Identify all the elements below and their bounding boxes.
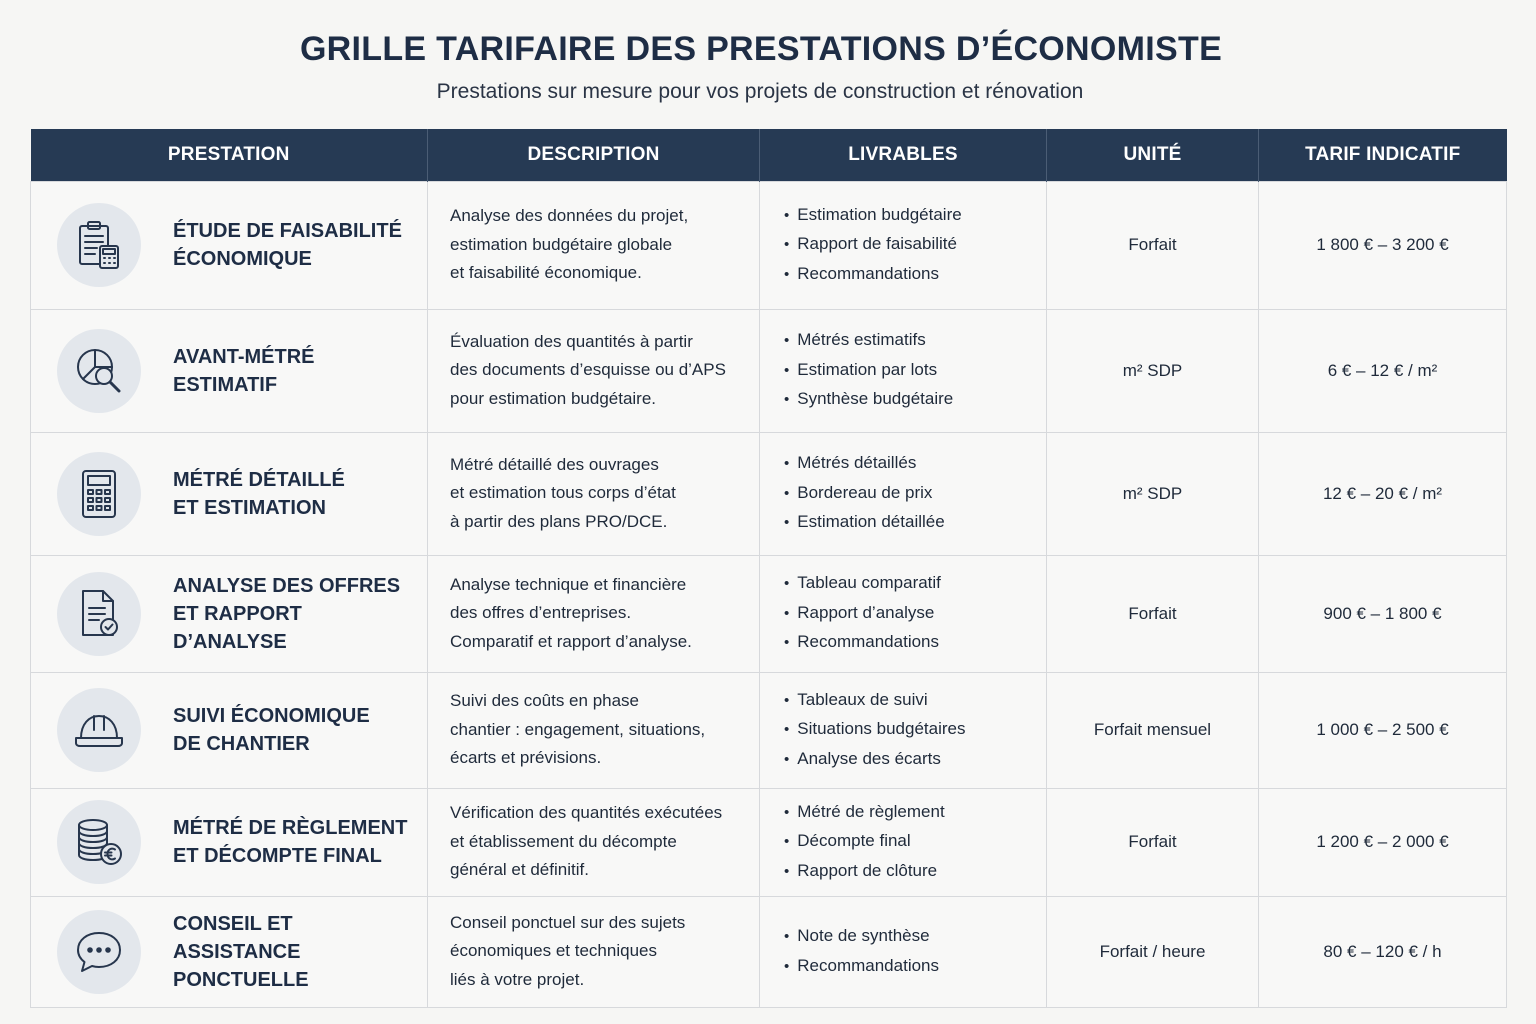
livrables-list [784, 922, 1046, 981]
document-check-icon [57, 572, 141, 656]
livrables-cell [760, 896, 1047, 1007]
table-row [31, 432, 1507, 555]
clipboard-calculator-icon [57, 203, 141, 287]
description-cell: Métré détaillé des ouvrages et estimation tous corps d’état à partir des plans PRO/DCE. [428, 432, 760, 555]
unite-cell: Forfait / heure [1047, 896, 1259, 1007]
table-row [31, 896, 1507, 1007]
livrables-cell [760, 309, 1047, 432]
description-cell: Évaluation des quantités à partir des documents d’esquisse ou d’APS pour estimation budgétaire. [428, 309, 760, 432]
prestation-name: MÉTRÉ DE RÈGLEMENT ET DÉCOMPTE FINAL [173, 817, 408, 867]
prestation-name: ANALYSE DES OFFRES ET RAPPORT D’ANALYSE [173, 574, 401, 653]
livrable-item: • Rapport de clôture [784, 857, 1046, 887]
livrable-item: • Synthèse budgétaire [784, 385, 1046, 415]
hard-hat-icon [57, 688, 141, 772]
table-row [31, 672, 1507, 788]
tarif-cell: 80 € – 120 € / h [1259, 896, 1507, 1007]
unite-cell: m² SDP [1047, 432, 1259, 555]
pie-chart-magnifier-icon [57, 329, 141, 413]
calculator-icon [57, 452, 141, 536]
livrables-cell [760, 432, 1047, 555]
table-row [31, 181, 1507, 309]
unite-cell: Forfait [1047, 788, 1259, 896]
livrable-item: • Métré de règlement [784, 798, 1046, 828]
prestation-name: MÉTRÉ DÉTAILLÉ ET ESTIMATION [173, 468, 345, 519]
unite-cell: m² SDP [1047, 309, 1259, 432]
livrable-item: • Recommandations [784, 628, 1046, 658]
livrable-item: • Métrés estimatifs [784, 326, 1046, 356]
livrables-list [784, 201, 1046, 290]
description-cell: Vérification des quantités exécutées et établissement du décompte général et définitif. [428, 788, 760, 896]
livrables-cell [760, 788, 1047, 896]
livrable-item: • Tableaux de suivi [784, 686, 1046, 716]
livrable-item: • Estimation budgétaire [784, 201, 1046, 231]
tarif-cell: 1 200 € – 2 000 € [1259, 788, 1507, 896]
tarif-cell: 1 800 € – 3 200 € [1259, 181, 1507, 309]
livrable-item: • Estimation par lots [784, 356, 1046, 386]
header-livrables: LIVRABLES [760, 129, 1047, 181]
livrable-item: • Rapport de faisabilité [784, 230, 1046, 260]
chat-bubble-icon [57, 910, 141, 994]
prestation-cell [31, 896, 428, 1007]
tarif-cell: 900 € – 1 800 € [1259, 555, 1507, 672]
prestation-cell [31, 432, 428, 555]
tarif-cell: 12 € – 20 € / m² [1259, 432, 1507, 555]
unite-cell: Forfait mensuel [1047, 672, 1259, 788]
prestation-cell [31, 309, 428, 432]
livrables-list [784, 798, 1046, 887]
livrable-item: • Note de synthèse [784, 922, 1046, 952]
livrables-list [784, 569, 1046, 658]
livrable-item: • Décompte final [784, 827, 1046, 857]
header-tarif: TARIF INDICATIF [1259, 129, 1507, 181]
header-description: DESCRIPTION [428, 129, 760, 181]
livrable-item: • Situations budgétaires [784, 715, 1046, 745]
table-row [31, 555, 1507, 672]
table-header-row [31, 129, 1507, 181]
livrable-item: • Tableau comparatif [784, 569, 1046, 599]
header-unite: UNITÉ [1047, 129, 1259, 181]
livrables-cell [760, 181, 1047, 309]
table-row [31, 788, 1507, 896]
livrable-item: • Métrés détaillés [784, 449, 1046, 479]
header-prestation: PRESTATION [31, 129, 428, 181]
livrables-list [784, 326, 1046, 415]
description-cell: Analyse technique et financière des offres d’entreprises. Comparatif et rapport d’analyse. [428, 555, 760, 672]
coin-stack-euro-icon [57, 800, 141, 884]
livrable-item: • Recommandations [784, 952, 1046, 982]
livrable-item: • Recommandations [784, 260, 1046, 290]
livrables-list [784, 686, 1046, 775]
pricing-table [30, 129, 1507, 1008]
prestation-name: SUIVI ÉCONOMIQUE DE CHANTIER [173, 705, 370, 755]
unite-cell: Forfait [1047, 555, 1259, 672]
page-title: GRILLE TARIFAIRE DES PRESTATIONS D’ÉCONOMISTE [299, 30, 1223, 68]
tarif-cell: 6 € – 12 € / m² [1259, 309, 1507, 432]
prestation-cell [31, 672, 428, 788]
tarif-cell: 1 000 € – 2 500 € [1259, 672, 1507, 788]
description-cell: Conseil ponctuel sur des sujets économiques et techniques liés à votre projet. [428, 896, 760, 1007]
description-cell: Suivi des coûts en phase chantier : engagement, situations, écarts et prévisions. [428, 672, 760, 788]
unite-cell: Forfait [1047, 181, 1259, 309]
livrable-item: • Rapport d’analyse [784, 599, 1046, 629]
livrables-cell [760, 555, 1047, 672]
description-cell: Analyse des données du projet, estimation budgétaire globale et faisabilité économique. [428, 181, 760, 309]
livrable-item: • Analyse des écarts [784, 745, 1046, 775]
prestation-cell [31, 181, 428, 309]
prestation-name: CONSEIL ET ASSISTANCE PONCTUELLE [173, 912, 309, 991]
table-row [31, 309, 1507, 432]
page-subtitle: Prestations sur mesure pour vos projets de construction et rénovation [436, 80, 1084, 103]
livrables-list [784, 449, 1046, 538]
livrables-cell [760, 672, 1047, 788]
prestation-name: AVANT-MÉTRÉ ESTIMATIF [173, 345, 315, 396]
livrable-item: • Estimation détaillée [784, 508, 1046, 538]
prestation-cell [31, 555, 428, 672]
prestation-cell [31, 788, 428, 896]
prestation-name: ÉTUDE DE FAISABILITÉ ÉCONOMIQUE [173, 220, 402, 270]
livrable-item: • Bordereau de prix [784, 479, 1046, 509]
